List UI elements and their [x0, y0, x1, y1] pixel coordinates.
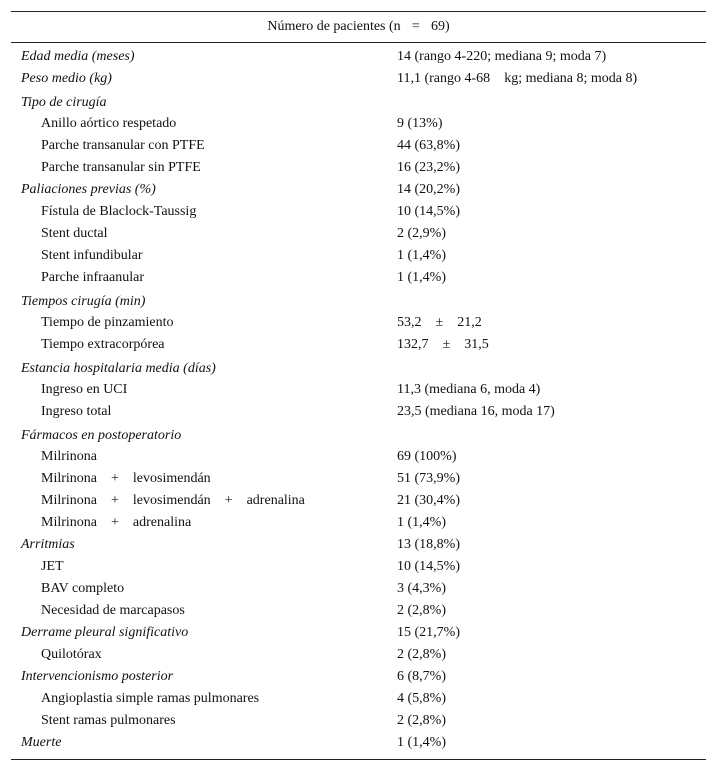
- row-label: Milrinona: [41, 449, 97, 464]
- row-value: 2 (2,8%): [397, 603, 446, 618]
- row-label: Ingreso en UCI: [41, 382, 128, 397]
- row-label: Parche transanular sin PTFE: [41, 160, 201, 175]
- table-subrow: [11, 334, 706, 356]
- table-subrow: [11, 223, 706, 245]
- row-label: Muerte: [21, 735, 62, 750]
- patient-characteristics-table: [11, 11, 706, 760]
- table-subrow: [11, 556, 706, 578]
- row-label: Quilotórax: [41, 647, 102, 662]
- row-label: Paliaciones previas (%): [21, 182, 156, 197]
- row-value: 16 (23,2%): [397, 160, 460, 175]
- row-value: 1 (1,4%): [397, 515, 446, 530]
- table-category-row: [11, 46, 706, 68]
- table-category-row: [11, 622, 706, 644]
- row-value: 1 (1,4%): [397, 270, 446, 285]
- row-label: Stent infundibular: [41, 248, 143, 263]
- table-subrow: [11, 113, 706, 135]
- table-subrow: [11, 157, 706, 179]
- row-value: 11,1 (rango 4-68 kg; mediana 8; moda 8): [397, 71, 638, 86]
- row-label: JET: [41, 559, 64, 574]
- row-label: Stent ramas pulmonares: [41, 713, 176, 728]
- row-value: 9 (13%): [397, 116, 443, 131]
- table-subrow: [11, 512, 706, 534]
- table-category-row: [11, 534, 706, 556]
- table-subrow: [11, 312, 706, 334]
- row-label: BAV completo: [41, 581, 125, 596]
- row-label: Estancia hospitalaria media (días): [21, 361, 216, 376]
- row-value: 23,5 (mediana 16, moda 17): [397, 404, 555, 419]
- table-category-row: [11, 732, 706, 754]
- table-subrow: [11, 135, 706, 157]
- row-label: Tiempo extracorpórea: [41, 337, 165, 352]
- table-subrow: [11, 401, 706, 423]
- row-value: 13 (18,8%): [397, 537, 460, 552]
- row-label: Milrinona + adrenalina: [41, 515, 192, 530]
- table-subrow: [11, 490, 706, 512]
- row-label: Parche transanular con PTFE: [41, 138, 205, 153]
- row-label: Tipo de cirugía: [21, 95, 107, 110]
- row-label: Angioplastia simple ramas pulmonares: [41, 691, 260, 706]
- row-value: 2 (2,9%): [397, 226, 446, 241]
- row-value: [387, 90, 706, 113]
- row-value: 15 (21,7%): [397, 625, 460, 640]
- row-value: 2 (2,8%): [397, 647, 446, 662]
- row-value: 3 (4,3%): [397, 581, 446, 596]
- row-label: Arritmias: [21, 537, 75, 552]
- table-category-row: [11, 666, 706, 688]
- row-value: 10 (14,5%): [397, 559, 460, 574]
- row-label: Intervencionismo posterior: [21, 669, 174, 684]
- table-category-row: [11, 356, 706, 379]
- table-subrow: [11, 201, 706, 223]
- row-label: Necesidad de marcapasos: [41, 603, 185, 618]
- row-label: Tiempo de pinzamiento: [41, 315, 174, 330]
- row-value: 6 (8,7%): [397, 669, 446, 684]
- table-category-row: [11, 423, 706, 446]
- row-value: 53,2 ± 21,2: [397, 315, 482, 330]
- table-category-row: [11, 90, 706, 113]
- table-category-row: [11, 289, 706, 312]
- row-label: Tiempos cirugía (min): [21, 294, 146, 309]
- row-value: 44 (63,8%): [397, 138, 460, 153]
- table-subrow: [11, 710, 706, 732]
- row-label: Ingreso total: [41, 404, 112, 419]
- table-subrow: [11, 379, 706, 401]
- row-value: 14 (20,2%): [397, 182, 460, 197]
- row-value: 132,7 ± 31,5: [397, 337, 489, 352]
- row-value: 69 (100%): [397, 449, 457, 464]
- table-subrow: [11, 644, 706, 666]
- table-subrow: [11, 600, 706, 622]
- table-subrow: [11, 446, 706, 468]
- row-label: Milrinona + levosimendán: [41, 471, 211, 486]
- row-label: Edad media (meses): [21, 49, 135, 64]
- table-subrow: [11, 267, 706, 289]
- table-subrow: [11, 245, 706, 267]
- table-category-row: [11, 179, 706, 201]
- table-body: [11, 43, 706, 760]
- row-value: 11,3 (mediana 6, moda 4): [397, 382, 541, 397]
- row-value: 51 (73,9%): [397, 471, 460, 486]
- row-value: 10 (14,5%): [397, 204, 460, 219]
- row-value: [387, 289, 706, 312]
- row-value: [387, 423, 706, 446]
- row-value: 2 (2,8%): [397, 713, 446, 728]
- table-subrow: [11, 578, 706, 600]
- table-subrow: [11, 468, 706, 490]
- row-label: Milrinona + levosimendán + adrenalina: [41, 493, 305, 508]
- row-value: [387, 356, 706, 379]
- table-header: Número de pacientes (n = 69): [11, 11, 706, 43]
- row-label: Fístula de Blaclock-Taussig: [41, 204, 197, 219]
- row-label: Anillo aórtico respetado: [41, 116, 177, 131]
- row-label: Fármacos en postoperatorio: [21, 428, 182, 443]
- row-label: Stent ductal: [41, 226, 108, 241]
- table-subrow: [11, 688, 706, 710]
- row-value: 1 (1,4%): [397, 248, 446, 263]
- row-label: Derrame pleural significativo: [21, 625, 189, 640]
- row-value: 21 (30,4%): [397, 493, 460, 508]
- row-value: 14 (rango 4-220; mediana 9; moda 7): [397, 49, 607, 64]
- row-label: Peso medio (kg): [21, 71, 112, 86]
- row-label: Parche infraanular: [41, 270, 144, 285]
- table-category-row: [11, 68, 706, 90]
- row-value: 4 (5,8%): [397, 691, 446, 706]
- row-value: 1 (1,4%): [397, 735, 446, 750]
